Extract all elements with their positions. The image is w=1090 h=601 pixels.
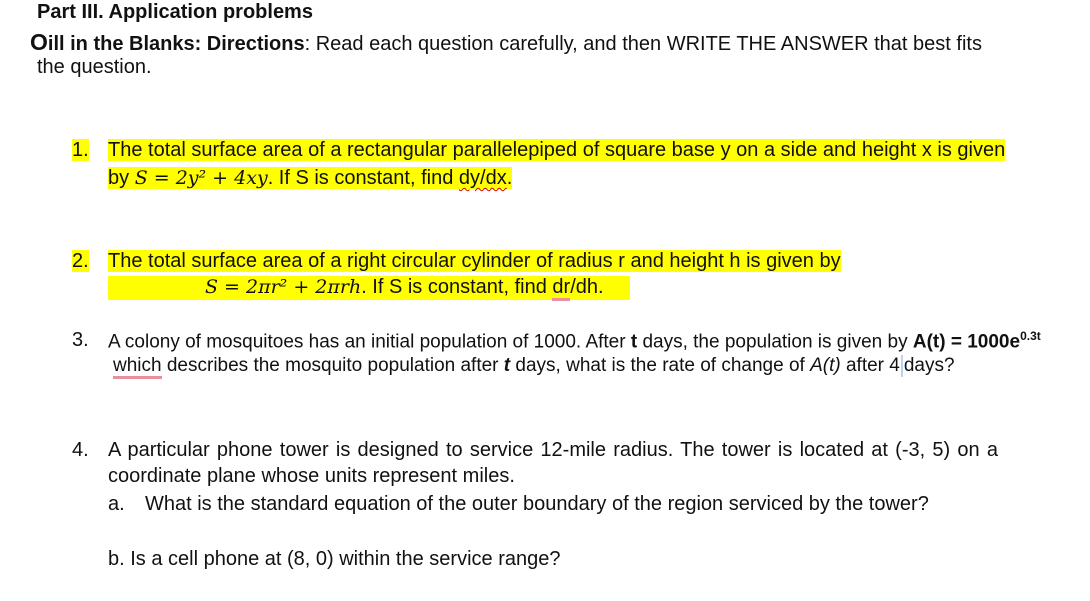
q4a-label: a.	[108, 493, 125, 515]
q3-line-1: A colony of mosquitoes has an initial population of 1000. After t days, the population is given by $A(t) = 1000e^{0.3t}$	[108, 329, 1041, 353]
q4-number: 4.	[72, 439, 89, 461]
text-cursor	[901, 355, 903, 377]
q3-line-2: which describes the mosquito population after t days, what is the rate of change of A(t) after 4 days?	[113, 355, 955, 377]
q4a-text: What is the standard equation of the outer boundary of the region serviced by the tower?	[145, 493, 929, 515]
q4-line-2: coordinate plane whose units represent miles.	[108, 465, 515, 487]
q4-line-1: A particular phone tower is designed to service 12-mile radius. The tower is located at (-3, 5) on a	[108, 439, 998, 461]
q3-number: 3.	[72, 329, 89, 351]
q3-exponent: 0.3t	[1020, 329, 1041, 343]
q3-marked-word: which	[113, 355, 162, 379]
directions-line-2: the question.	[37, 56, 152, 78]
q2-formula: S = 2πr² + 2πrh	[205, 276, 362, 298]
q1-spellcheck-word: dy/dx	[458, 167, 507, 189]
q1-line-2: by S = 2y² + 4xy. If S is constant, find dy/dx.	[108, 167, 513, 189]
q2-marked-word: dr	[552, 276, 570, 301]
q2-line-2: S = 2πr² + 2πrh. If S is constant, find dr/dh.	[205, 276, 604, 299]
q4b-text: b. Is a cell phone at (8, 0) within the service range?	[108, 548, 561, 570]
q3-function: A(t) = 1000e	[912, 331, 1021, 353]
q1-number: 1.	[72, 139, 89, 161]
q2-number: 2.	[72, 250, 89, 272]
q2-line-1: The total surface area of a right circular cylinder of radius r and height h is given by	[108, 250, 841, 272]
part-title: Part III. Application problems	[37, 1, 313, 23]
directions-heading-glyph: O	[30, 29, 48, 55]
q1-formula: S = 2y² + 4xy	[134, 167, 268, 189]
directions-line-1	[30, 29, 982, 56]
q1-line-1: The total surface area of a rectangular parallelepiped of square base y on a side and height x is given	[108, 139, 1006, 161]
directions-text: : Read each question carefully, and then WRITE THE ANSWER that best fits	[304, 33, 982, 55]
directions-heading: ill in the Blanks: Directions	[47, 33, 305, 55]
